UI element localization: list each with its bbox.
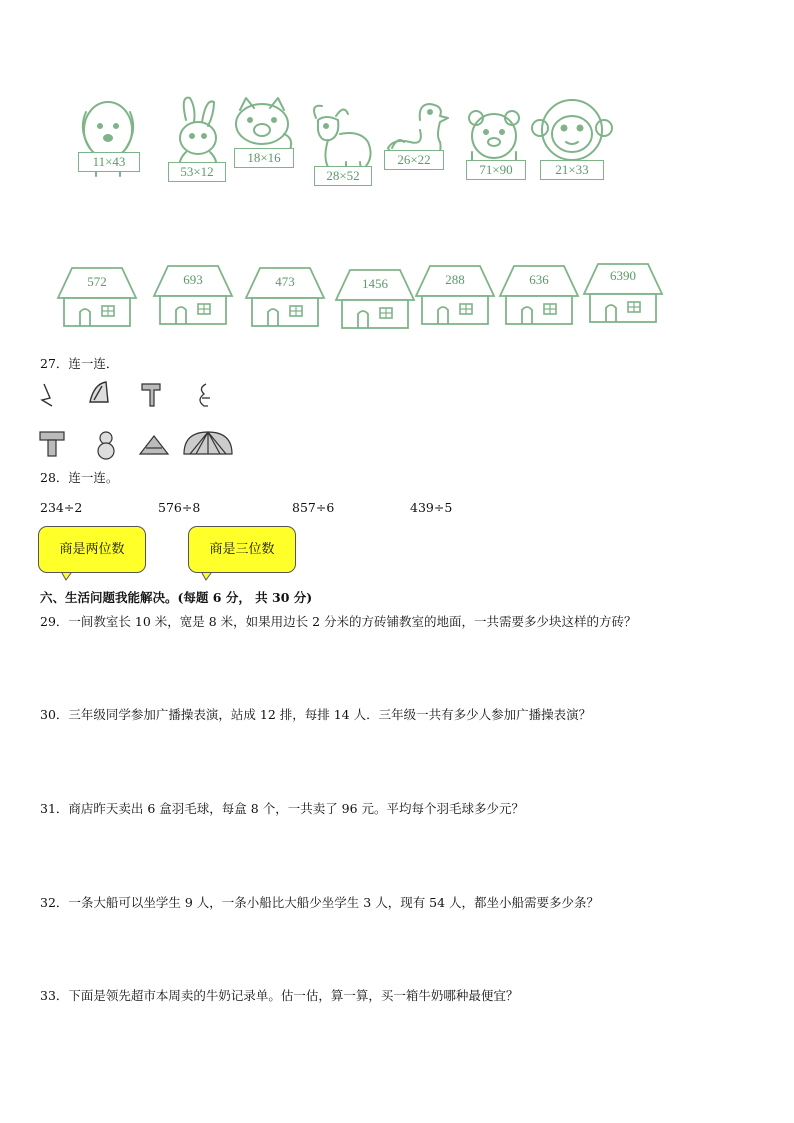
question-33: 33．下面是领先超市本周卖的牛奶记录单。估一估，算一算，买一箱牛奶哪种最便宜？ (40, 988, 519, 1003)
house-number-473[interactable]: 473 (275, 274, 295, 289)
callout-two-digit-quotient[interactable]: 商是两位数 (38, 526, 146, 573)
question-29: 29．一间教室长 10 米，宽是 8 米，如果用边长 2 分米的方砖铺教室的地面，一共需要多少块这样的方砖？ (40, 614, 637, 629)
q27-bottom-shapes (36, 428, 246, 462)
q28-expr-2[interactable]: 576÷8 (158, 500, 201, 515)
house-number-1456[interactable]: 1456 (362, 276, 388, 291)
pig-icon (236, 98, 291, 150)
rabbit-icon (180, 98, 217, 168)
animal-illustrations (0, 90, 794, 200)
animal-card-duck[interactable]: 26×22 (384, 150, 444, 170)
partial-snowman-icon (200, 384, 210, 406)
q28-expr-4[interactable]: 439÷5 (410, 500, 453, 515)
section-6-heading: 六、生活问题我能解决。(每题 6 分， 共 30 分) (40, 590, 313, 605)
partial-umbrella-icon (90, 382, 108, 402)
house-number-6390[interactable]: 6390 (610, 268, 636, 283)
house-number-288[interactable]: 288 (445, 272, 465, 287)
house-number-693[interactable]: 693 (183, 272, 203, 287)
q28-title: 28．连一连。 (40, 470, 119, 485)
question-32: 32．一条大船可以坐学生 9 人，一条小船比大船少坐学生 3 人，现有 54 人，都坐小船需要多少条？ (40, 895, 600, 910)
snowman-icon (98, 432, 114, 459)
house-number-636[interactable]: 636 (529, 272, 549, 287)
house-illustrations (0, 260, 794, 330)
monkey-icon (532, 100, 612, 160)
animal-card-pig[interactable]: 18×16 (234, 148, 294, 168)
q27-top-shapes (36, 378, 236, 412)
mushroom-icon (40, 432, 64, 456)
animal-card-monkey[interactable]: 21×33 (540, 160, 604, 180)
partial-figure-1-icon (42, 384, 52, 406)
animal-card-dog[interactable]: 11×43 (78, 152, 140, 172)
question-30: 30．三年级同学参加广播操表演，站成 12 排，每排 14 人．三年级一共有多少人参加广播操表演？ (40, 707, 592, 722)
question-31: 31．商店昨天卖出 6 盒羽毛球，每盒 8 个，一共卖了 96 元。平均每个羽毛球多少元？ (40, 801, 525, 816)
animal-card-goat[interactable]: 28×52 (314, 166, 372, 186)
tree-icon (140, 436, 168, 454)
partial-mushroom-icon (142, 384, 160, 406)
q28-expr-1[interactable]: 234÷2 (40, 500, 83, 515)
animal-card-rabbit[interactable]: 53×12 (168, 162, 226, 182)
umbrella-icon (184, 432, 232, 454)
q28-expr-3[interactable]: 857÷6 (292, 500, 335, 515)
q27-title: 27．连一连． (40, 356, 119, 371)
animal-card-bear[interactable]: 71×90 (466, 160, 526, 180)
callout-three-digit-quotient[interactable]: 商是三位数 (188, 526, 296, 573)
house-number-572[interactable]: 572 (87, 274, 107, 289)
